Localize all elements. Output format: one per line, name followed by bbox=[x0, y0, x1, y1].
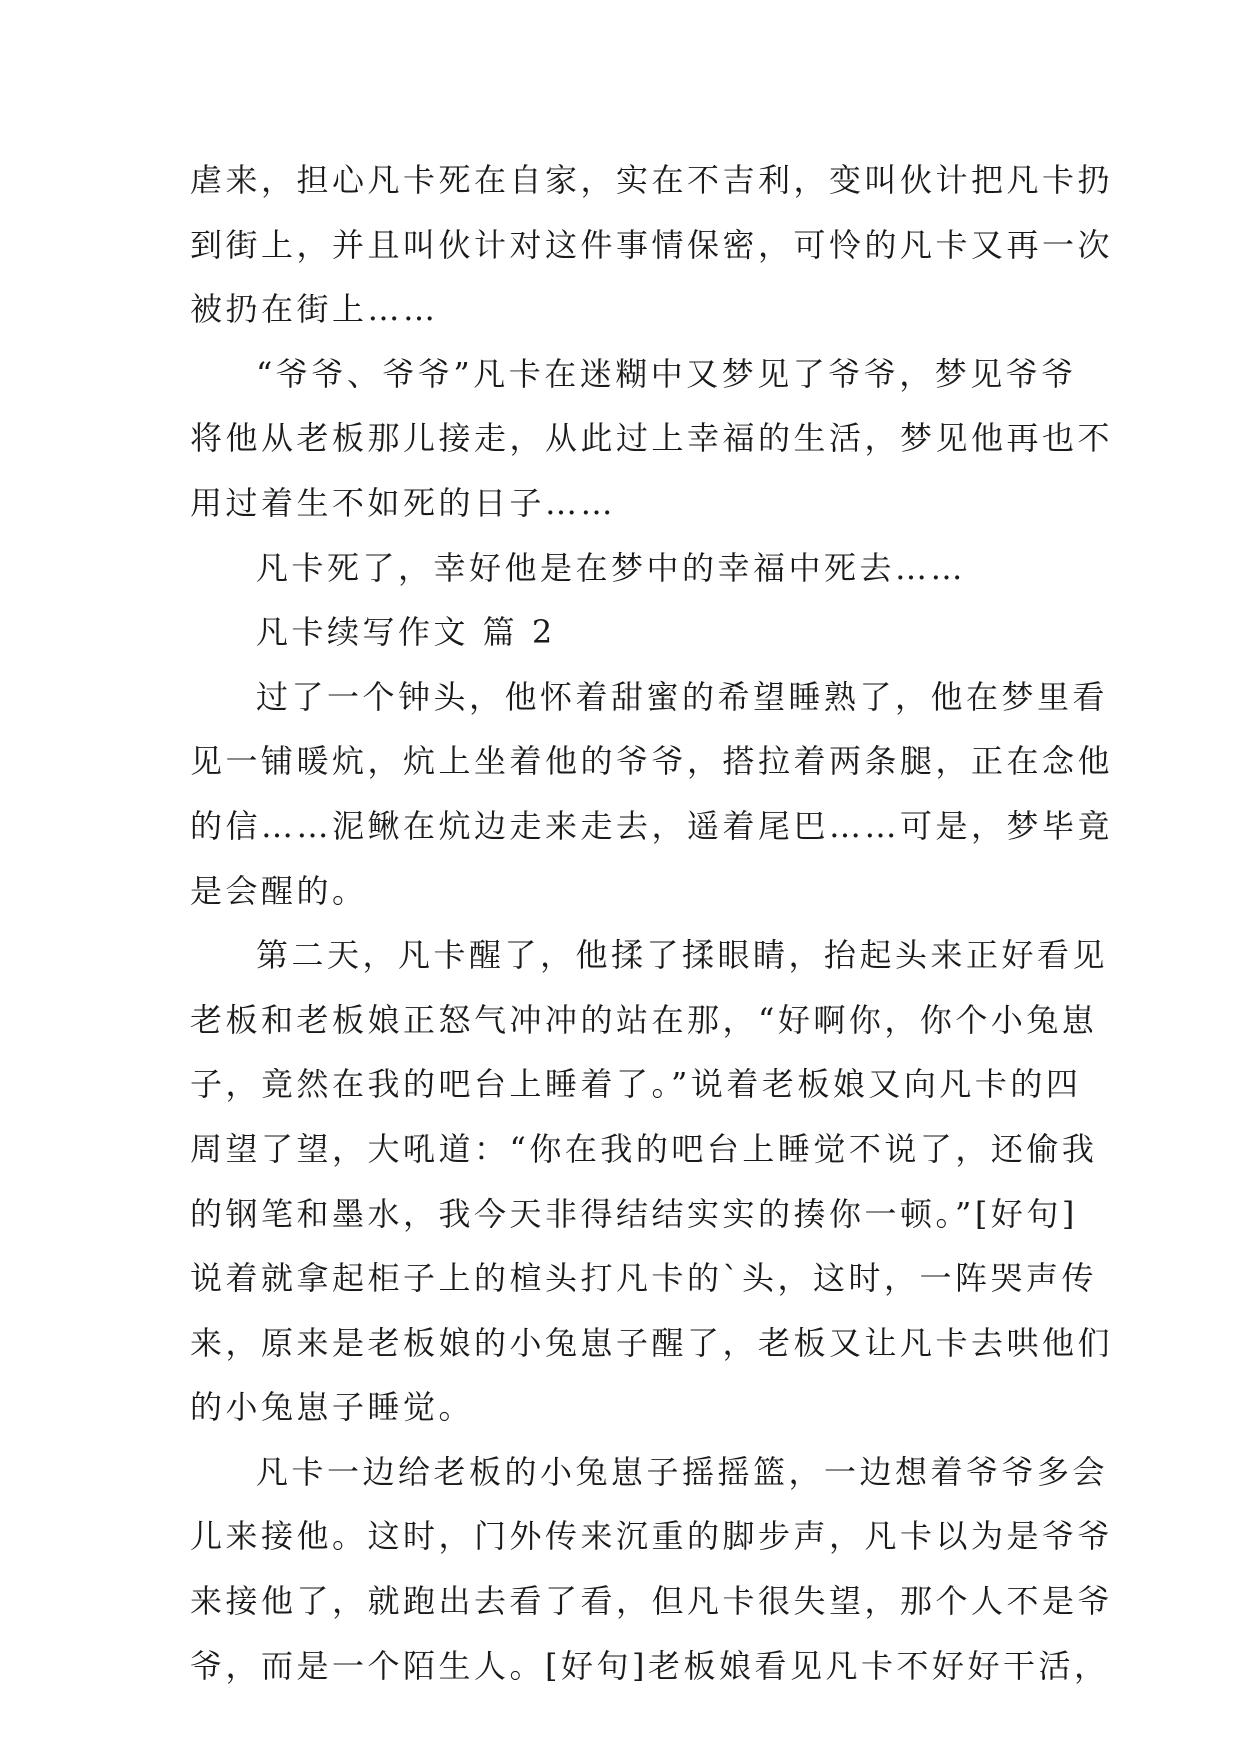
text-line: 到街上，并且叫伙计对这件事情保密，可怜的凡卡又再一次 bbox=[190, 225, 1114, 264]
text-line: 儿来接他。这时，门外传来沉重的脚步声，凡卡以为是爷爷 bbox=[190, 1517, 1114, 1556]
text-line: 第二天，凡卡醒了，他揉了揉眼睛，抬起头来正好看见 bbox=[256, 936, 1109, 975]
text-line: 凡卡续写作文 篇 2 bbox=[256, 613, 556, 652]
text-line: 将他从老板那儿接走，从此过上幸福的生活，梦见他再也不 bbox=[190, 419, 1114, 458]
text-line: 老板和老板娘正怒气冲冲的站在那，“好啊你，你个小兔崽 bbox=[190, 1000, 1098, 1039]
text-line: 的信……泥鳅在炕边走来走去，遥着尾巴……可是，梦毕竟 bbox=[190, 806, 1114, 845]
text-line: 说着就拿起柜子上的楦头打凡卡的`头，这时，一阵哭声传 bbox=[190, 1259, 1098, 1298]
text-line: 爷，而是一个陌生人。[好句]老板娘看见凡卡不好好干活， bbox=[190, 1646, 1110, 1685]
text-line: “爷爷、爷爷”凡卡在迷糊中又梦见了爷爷，梦见爷爷 bbox=[256, 354, 1077, 393]
text-line: 用过着生不如死的日子…… bbox=[190, 483, 617, 522]
text-line: 子，竟然在我的吧台上睡着了。”说着老板娘又向凡卡的四 bbox=[190, 1065, 1082, 1104]
text-line: 的小兔崽子睡觉。 bbox=[190, 1388, 475, 1427]
text-line: 见一铺暖炕，炕上坐着他的爷爷，搭拉着两条腿，正在念他 bbox=[190, 742, 1114, 781]
text-line: 来接他了，就跑出去看了看，但凡卡很失望，那个人不是爷 bbox=[190, 1582, 1114, 1621]
text-line: 被扔在街上…… bbox=[190, 290, 439, 329]
text-line: 虐来，担心凡卡死在自家，实在不吉利，变叫伙计把凡卡扔 bbox=[190, 161, 1114, 199]
text-line: 凡卡死了，幸好他是在梦中的幸福中死去…… bbox=[256, 548, 967, 587]
text-line: 凡卡一边给老板的小兔崽子摇摇篮，一边想着爷爷多会 bbox=[256, 1452, 1109, 1491]
text-line: 来，原来是老板娘的小兔崽子醒了，老板又让凡卡去哄他们 bbox=[190, 1323, 1114, 1362]
text-line: 过了一个钟头，他怀着甜蜜的希望睡熟了，他在梦里看 bbox=[256, 677, 1109, 716]
text-line: 的钢笔和墨水，我今天非得结结实实的揍你一顿。”[好句] bbox=[190, 1194, 1078, 1233]
document-body bbox=[190, 148, 1114, 1698]
text-line: 是会醒的。 bbox=[190, 871, 368, 910]
text-line: 周望了望，大吼道：“你在我的吧台上睡觉不说了，还偷我 bbox=[190, 1129, 1098, 1168]
